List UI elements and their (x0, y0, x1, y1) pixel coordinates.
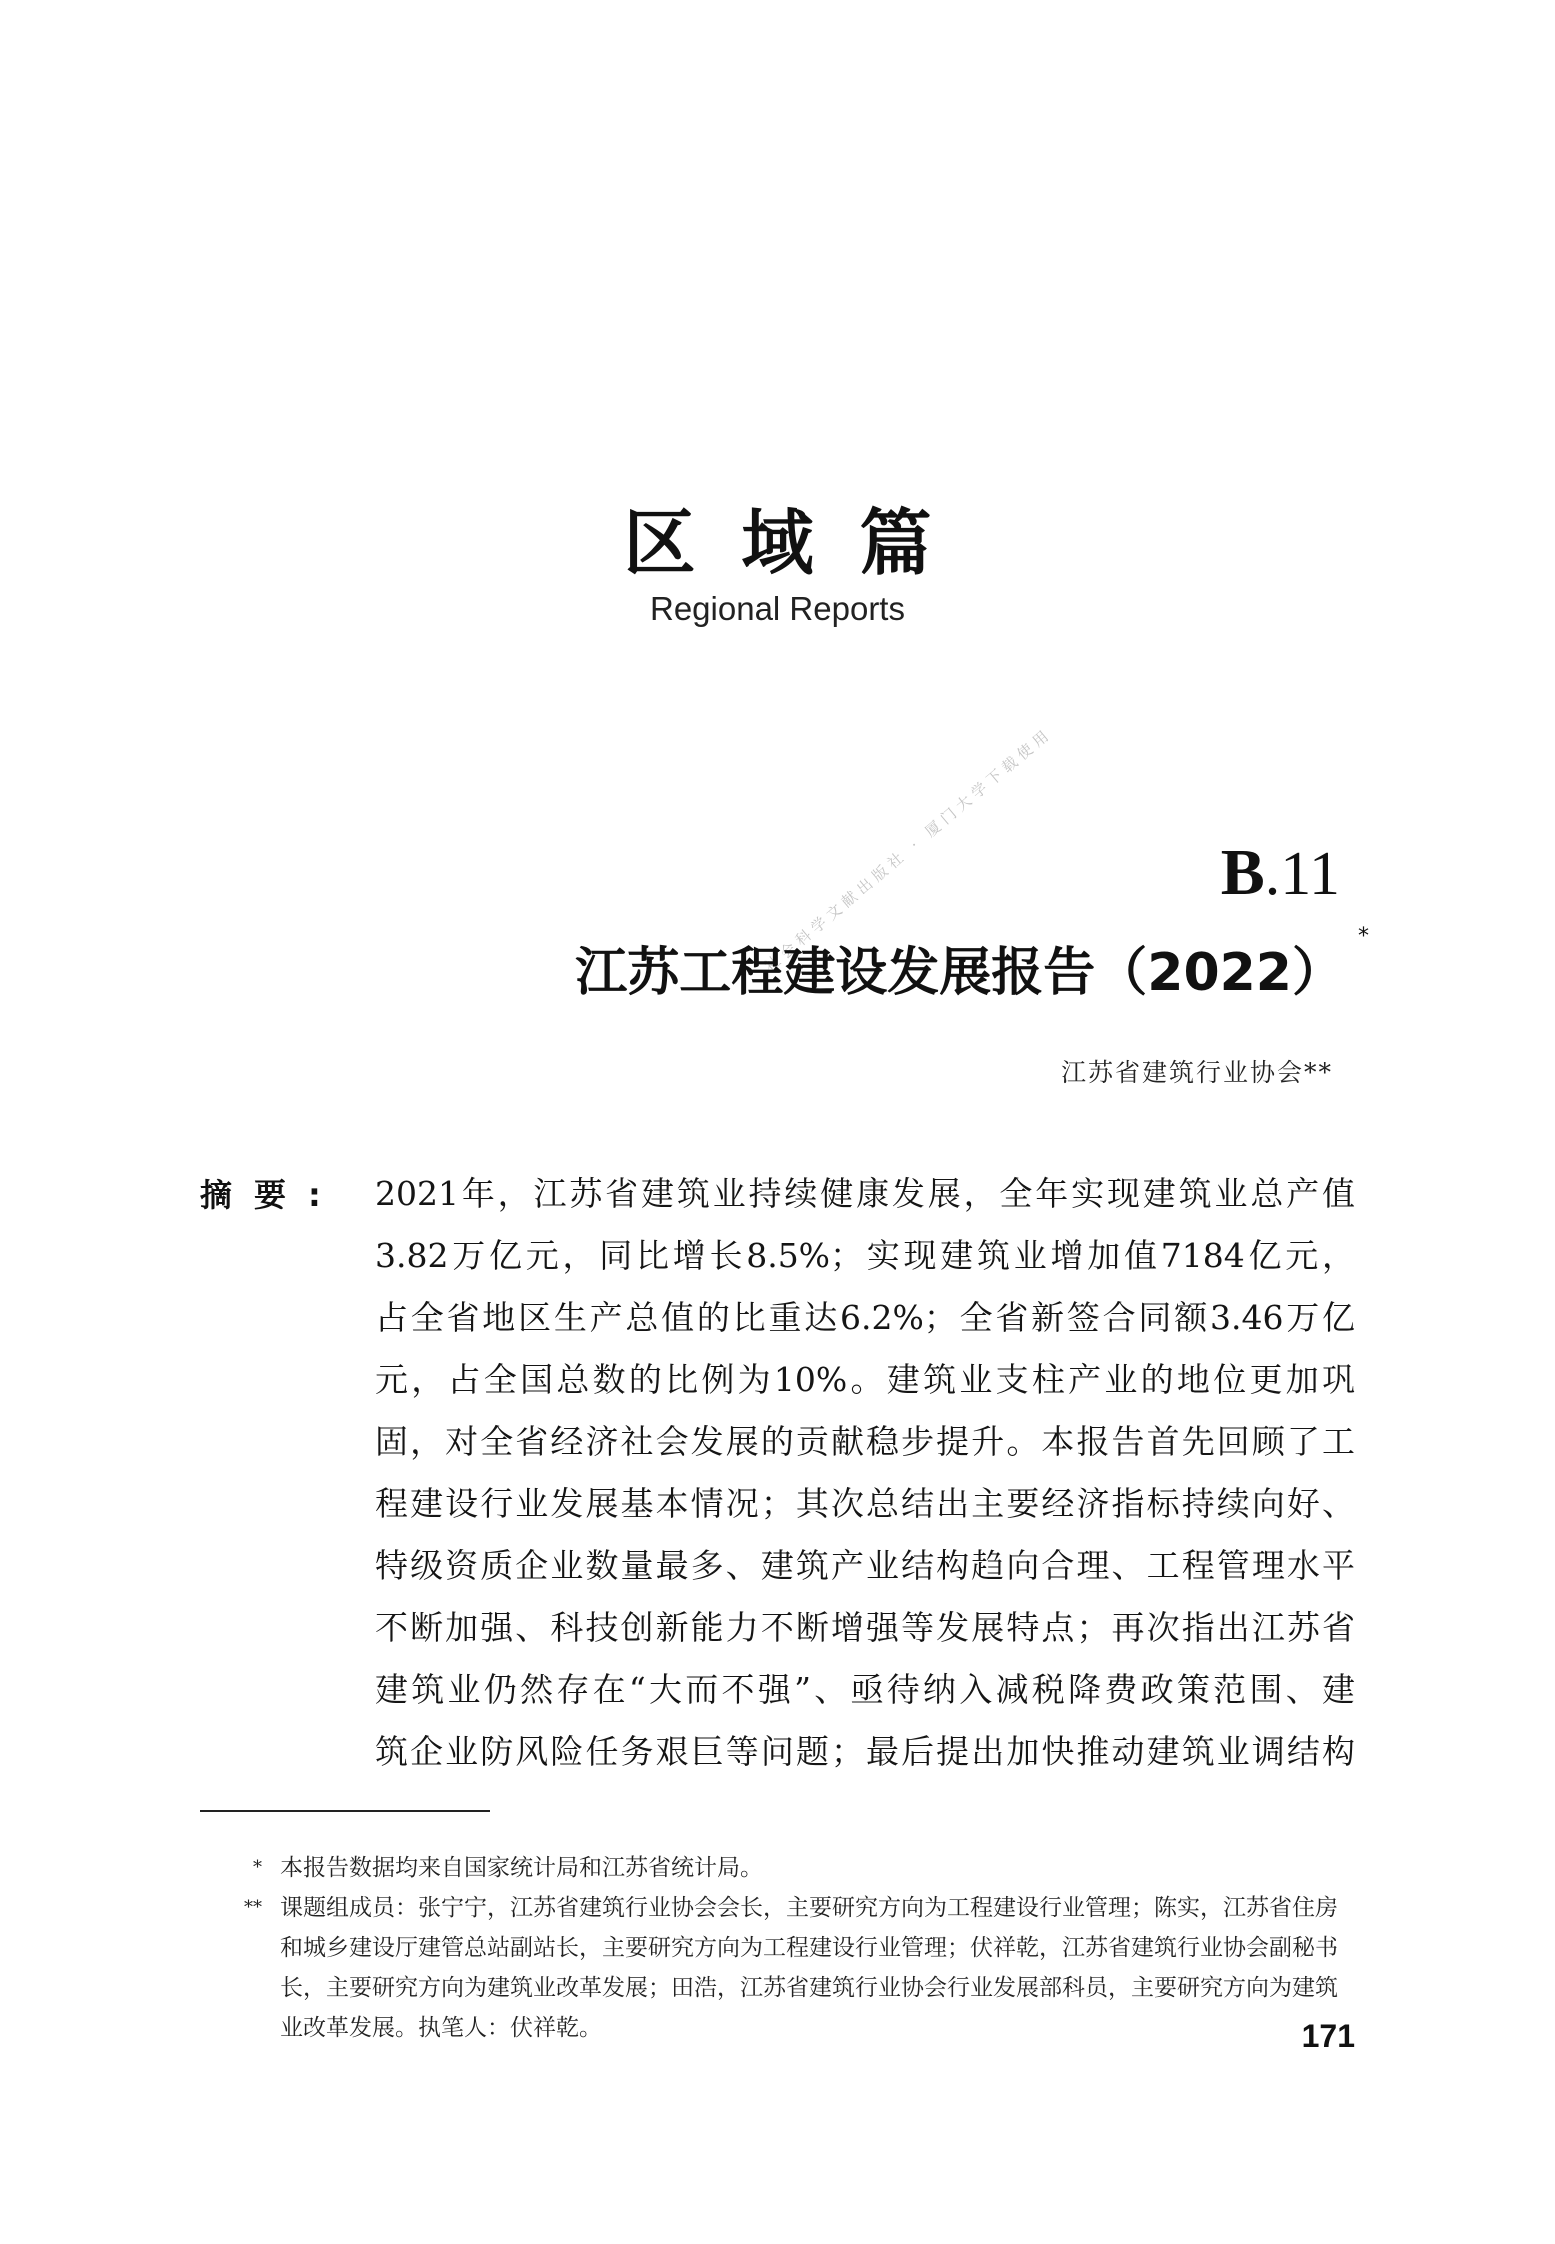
abstract-line: 特级资质企业数量最多、建筑产业结构趋向合理、工程管理水平 (375, 1546, 1355, 1585)
watermark: 社会科学文献出版社 · 厦门大学下载使用 (761, 724, 1056, 976)
footnote-text: 课题组成员：张宁宁，江苏省建筑行业协会会长，主要研究方向为工程建设行业管理；陈实，江苏省住房和城乡建设厅建管总站副站长，主要研究方向为工程建设行业管理；伏祥乾，江苏省建筑行业协会副秘书长，主要研究方向为建筑业改革发展；田浩，江苏省建筑行业协会行业发展部科员，主要研究方向为建筑业改革发展。执笔人：伏祥乾。 (280, 1895, 1338, 2041)
abstract-line: 筑企业防风险任务艰巨等问题；最后提出加快推动建筑业调结构 (375, 1732, 1355, 1771)
footnote-mark: ** (244, 1897, 262, 1918)
abstract-line: 程建设行业发展基本情况；其次总结出主要经济指标持续向好、 (375, 1484, 1355, 1523)
footnote-1 (200, 1848, 1355, 1888)
footnote-mark: * (253, 1857, 262, 1878)
footnote-text: 本报告数据均来自国家统计局和江苏省统计局。 (280, 1855, 763, 1881)
footnote-divider (200, 1810, 490, 1812)
section-title: 区域篇 (623, 500, 978, 585)
page-number: 171 (1301, 2018, 1355, 2054)
footnote-2 (200, 1888, 1355, 2048)
abstract-line: 3.82万亿元，同比增长8.5%；实现建筑业增加值7184亿元， (375, 1236, 1355, 1275)
abstract-line: 不断加强、科技创新能力不断增强等发展特点；再次指出江苏省 (375, 1608, 1355, 1647)
abstract-line: 占全省地区生产总值的比重达6.2%；全省新签合同额3.46万亿 (375, 1298, 1355, 1337)
abstract-label: 摘要: (200, 1176, 343, 1214)
report-number (1221, 835, 1340, 911)
abstract-line: 建筑业仍然存在“大而不强”、亟待纳入减税降费政策范围、建 (375, 1670, 1355, 1709)
report-title-text: 江苏工程建设发展报告（2022） (575, 943, 1344, 1003)
section-subtitle: Regional Reports (650, 590, 905, 627)
report-author: 江苏省建筑行业协会** (1060, 1058, 1333, 1087)
report-title (575, 924, 1369, 1005)
report-title-footnote-mark: * (1358, 924, 1369, 949)
abstract-line: 固，对全省经济社会发展的贡献稳步提升。本报告首先回顾了工 (375, 1422, 1355, 1461)
abstract-line: 2021年，江苏省建筑业持续健康发展，全年实现建筑业总产值 (375, 1174, 1355, 1213)
abstract-line: 元，占全国总数的比例为10%。建筑业支柱产业的地位更加巩 (375, 1360, 1355, 1399)
report-number-value: .11 (1264, 840, 1340, 908)
report-number-prefix: B (1220, 836, 1265, 909)
abstract-body (375, 1163, 1355, 1783)
